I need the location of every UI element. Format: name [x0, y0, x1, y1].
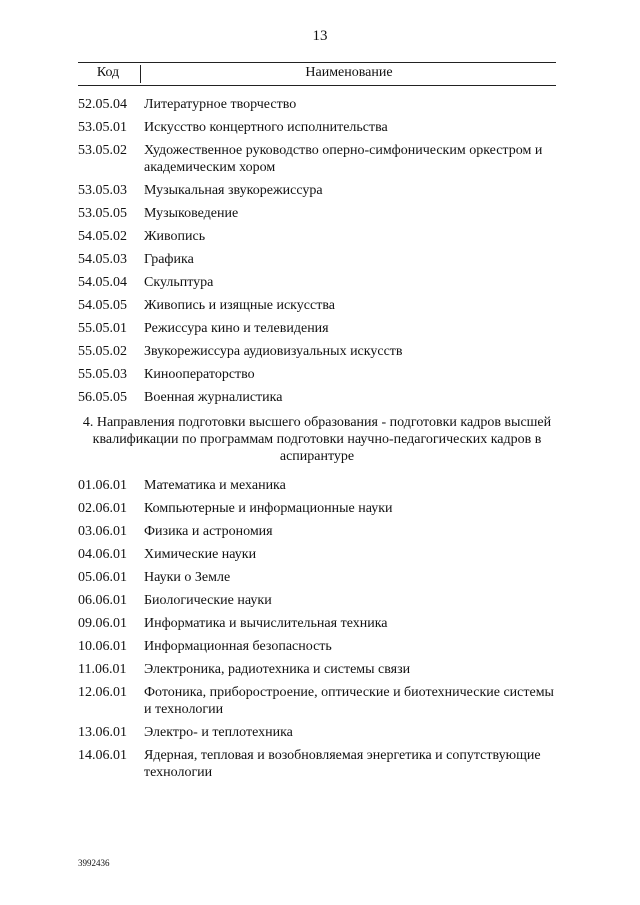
row-name: Звукорежиссура аудиовизуальных искусств	[144, 344, 403, 359]
row-name: Химические науки	[144, 547, 257, 562]
row-name: Художественное руководство оперно-симфоническим оркестром и академическим хором	[144, 143, 543, 175]
group-postgraduate	[78, 477, 556, 781]
table-row	[78, 228, 556, 245]
table-row	[78, 320, 556, 337]
table-row	[78, 274, 556, 291]
row-name: Музыкальная звукорежиссура	[144, 183, 323, 198]
row-code: 12.06.01	[78, 685, 127, 700]
row-name: Компьютерные и информационные науки	[144, 501, 393, 516]
row-code: 53.05.03	[78, 183, 127, 198]
row-code: 03.06.01	[78, 524, 127, 539]
table-row	[78, 747, 556, 781]
table-row	[78, 343, 556, 360]
table-row	[78, 205, 556, 222]
row-name: Физика и астрономия	[144, 524, 273, 539]
row-name: Живопись и изящные искусства	[144, 298, 335, 313]
row-code: 54.05.02	[78, 229, 127, 244]
table-row	[78, 523, 556, 540]
table-row	[78, 96, 556, 113]
table-row	[78, 546, 556, 563]
table-row	[78, 389, 556, 406]
table-row	[78, 661, 556, 678]
row-code: 04.06.01	[78, 547, 127, 562]
table-row	[78, 119, 556, 136]
header-name: Наименование	[305, 65, 393, 80]
table-row	[78, 297, 556, 314]
row-name: Фотоника, приборостроение, оптические и биотехнические системы и технологии	[144, 685, 554, 717]
row-name: Живопись	[144, 229, 206, 244]
row-code: 54.05.05	[78, 298, 127, 313]
table-row	[78, 366, 556, 383]
table-row	[78, 142, 556, 176]
row-code: 02.06.01	[78, 501, 127, 516]
row-code: 54.05.03	[78, 252, 127, 267]
row-code: 11.06.01	[78, 662, 127, 677]
row-code: 55.05.01	[78, 321, 127, 336]
table-row	[78, 500, 556, 517]
row-code: 06.06.01	[78, 593, 127, 608]
row-name: Искусство концертного исполнительства	[144, 120, 388, 135]
row-name: Литературное творчество	[144, 97, 297, 112]
table-row	[78, 592, 556, 609]
row-code: 55.05.02	[78, 344, 127, 359]
table-row	[78, 724, 556, 741]
table-row	[78, 638, 556, 655]
table-row	[78, 182, 556, 199]
row-name: Биологические науки	[144, 593, 272, 608]
row-name: Режиссура кино и телевидения	[144, 321, 329, 336]
row-code: 05.06.01	[78, 570, 127, 585]
row-code: 53.05.01	[78, 120, 127, 135]
row-name: Военная журналистика	[144, 390, 283, 405]
document-id: 3992436	[78, 858, 110, 868]
row-code: 53.05.05	[78, 206, 127, 221]
row-code: 09.06.01	[78, 616, 127, 631]
row-code: 52.05.04	[78, 97, 127, 112]
row-code: 13.06.01	[78, 725, 127, 740]
row-name: Электроника, радиотехника и системы связи	[144, 662, 411, 677]
row-name: Графика	[144, 252, 194, 267]
row-name: Информатика и вычислительная техника	[144, 616, 388, 631]
row-name: Науки о Земле	[144, 570, 231, 585]
section-4-title: 4. Направления подготовки высшего образования - подготовки кадров высшей квалификации по программам подготовки научно-педагогических кадров в аспирантуре	[82, 415, 552, 464]
table-row	[78, 251, 556, 268]
row-name: Кинооператорство	[144, 367, 255, 382]
page-number: 13	[312, 28, 328, 44]
table-header	[78, 62, 556, 86]
row-code: 14.06.01	[78, 748, 127, 763]
row-name: Музыковедение	[144, 206, 239, 221]
row-name: Скульптура	[144, 275, 214, 290]
row-name: Электро- и теплотехника	[144, 725, 293, 740]
table-row	[78, 569, 556, 586]
row-code: 54.05.04	[78, 275, 127, 290]
row-code: 10.06.01	[78, 639, 127, 654]
table-body	[78, 96, 556, 787]
table-row	[78, 477, 556, 494]
header-code: Код	[96, 65, 120, 80]
row-code: 53.05.02	[78, 143, 127, 158]
table-row	[78, 684, 556, 718]
table-row	[78, 615, 556, 632]
header-divider	[140, 65, 141, 83]
row-name: Информационная безопасность	[144, 639, 332, 654]
row-name: Математика и механика	[144, 478, 286, 493]
row-code: 55.05.03	[78, 367, 127, 382]
row-name: Ядерная, тепловая и возобновляемая энергетика и сопутствующие технологии	[144, 748, 541, 780]
group-specialties	[78, 96, 556, 406]
row-code: 01.06.01	[78, 478, 127, 493]
row-code: 56.05.05	[78, 390, 127, 405]
